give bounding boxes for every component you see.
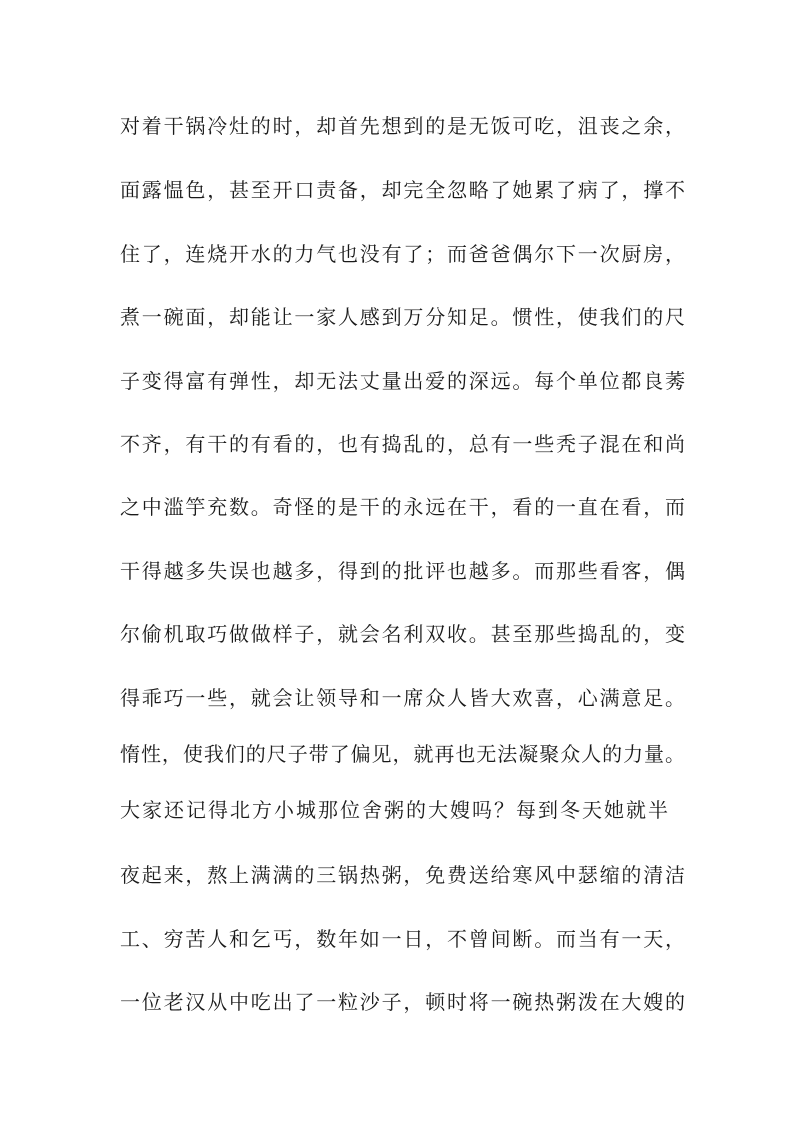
text-line: 面露愠色，甚至开口责备，却完全忽略了她累了病了，撑不 xyxy=(120,178,687,202)
text-line: 尔偷机取巧做做样子，就会名利双收。甚至那些捣乱的，变 xyxy=(120,622,687,646)
text-line: 煮一碗面，却能让一家人感到万分知足。惯性，使我们的尺 xyxy=(120,305,687,329)
text-line: 一位老汉从中吃出了一粒沙子，顿时将一碗热粥泼在大嫂的 xyxy=(120,990,687,1014)
text-line: 得乖巧一些，就会让领导和一席众人皆大欢喜，心满意足。 xyxy=(120,686,687,710)
text-line: 对着干锅冷灶的时，却首先想到的是无饭可吃，沮丧之余， xyxy=(120,114,687,138)
text-line: 子变得富有弹性，却无法丈量出爱的深远。每个单位都良莠 xyxy=(120,369,687,393)
text-line: 惰性，使我们的尺子带了偏见，就再也无法凝聚众人的力量。 xyxy=(120,742,686,766)
text-line: 干得越多失误也越多，得到的批评也越多。而那些看客，偶 xyxy=(120,559,687,583)
text-line: 之中滥竽充数。奇怪的是干的永远在干，看的一直在看，而 xyxy=(120,495,687,519)
text-line: 不齐，有干的有看的，也有捣乱的，总有一些秃子混在和尚 xyxy=(120,432,687,456)
text-line: 工、穷苦人和乞丐，数年如一日，不曾间断。而当有一天， xyxy=(120,927,687,951)
text-line: 夜起来，熬上满满的三锅热粥，免费送给寒风中瑟缩的清洁 xyxy=(120,863,687,887)
text-line: 住了，连烧开水的力气也没有了；而爸爸偶尔下一次厨房， xyxy=(120,242,687,266)
text-line: 大家还记得北方小城那位舍粥的大嫂吗？每到冬天她就半 xyxy=(120,798,670,822)
